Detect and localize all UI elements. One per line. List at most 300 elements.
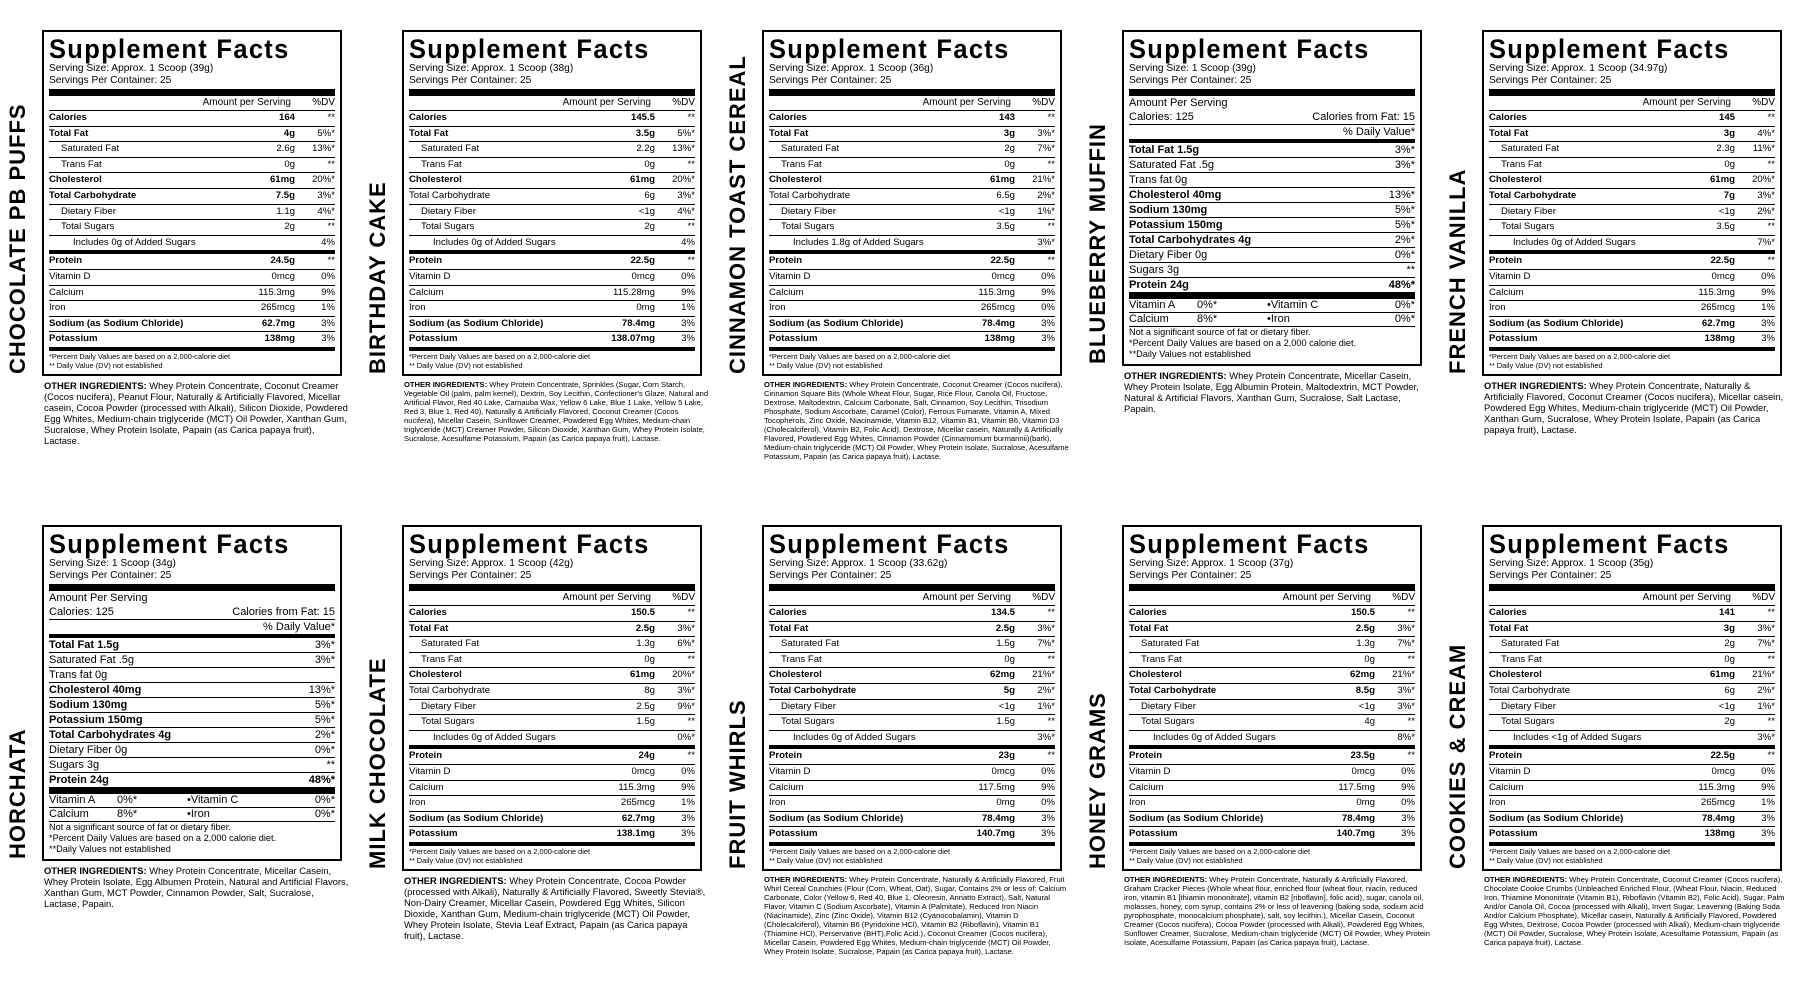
serving-size: Serving Size: Approx. 1 Scoop (34.97g) — [1489, 62, 1668, 75]
nutrient-row — [1489, 126, 1775, 142]
nutrient-amount: 2.5g — [635, 622, 655, 634]
nutrient-amount: 3g — [1723, 622, 1735, 634]
nutrient-dv: 20%* — [312, 174, 335, 186]
nutrient-row — [769, 780, 1055, 796]
nutrient-dv: 13%* — [1388, 189, 1415, 201]
other-ingredients — [764, 875, 1070, 956]
nutrient-row — [409, 126, 695, 142]
nutrient-row — [409, 157, 695, 173]
label-footnotes — [1129, 842, 1415, 865]
flavor-name: HORCHATA — [5, 728, 30, 859]
nutrient-name: Includes 0g of Added Sugars — [433, 731, 556, 743]
nutrient-dv: 7%* — [1397, 638, 1415, 650]
nutrient-row — [1129, 262, 1415, 277]
nutrient-dv: 5%* — [317, 127, 335, 139]
nutrient-amount: 22.5g — [1710, 255, 1735, 267]
other-ingredients-label: OTHER INGREDIENTS: — [1124, 875, 1208, 884]
nutrient-row — [409, 204, 695, 220]
nutrient-row — [49, 712, 335, 727]
nutrient-amount: 24g — [638, 750, 655, 762]
nutrient-dv: ** — [1407, 750, 1415, 762]
nutrient-row — [769, 285, 1055, 301]
nutrient-name: Total Carbohydrates 4g — [1129, 234, 1252, 246]
nutrient-row — [769, 235, 1055, 251]
nutrient-name: Potassium — [1489, 333, 1538, 345]
nutrient-name: Calcium — [49, 286, 84, 298]
footnote-dv: *Percent Daily Values are based on a 2,000-calorie diet — [49, 351, 231, 361]
nutrient-amount: 4g — [1364, 716, 1375, 728]
nutrient-dv: 21%* — [1032, 669, 1055, 681]
flavor-side-label — [362, 30, 398, 376]
label-title: Supplement Facts — [1129, 529, 1370, 559]
divider — [49, 584, 335, 591]
nutrient-name: Cholesterol — [409, 669, 462, 681]
nutrient-name: Total Carbohydrate — [769, 189, 851, 201]
nutrient-name: Total Fat 1.5g — [49, 639, 120, 651]
nutrient-amount: 2g — [1004, 143, 1015, 155]
servings-per-container: Servings Per Container: 25 — [1489, 569, 1612, 582]
nutrient-name: Calories — [769, 112, 807, 123]
vitamin-dv: 0%* — [117, 794, 138, 806]
nutrient-amount: 138mg — [1704, 333, 1735, 345]
nutrient-amount: 0g — [1004, 653, 1015, 665]
nutrient-dv: 0% — [1041, 302, 1055, 314]
nutrient-name: Includes 0g of Added Sugars — [433, 236, 556, 248]
nutrient-row — [409, 188, 695, 204]
serving-size: Serving Size: Approx. 1 Scoop (35g) — [1489, 557, 1654, 570]
nutrient-name: Saturated Fat — [1501, 143, 1560, 155]
nutrient-name: Sugars 3g — [1129, 264, 1180, 276]
ingredients-text: Whey Protein Concentrate, Micellar Casein, Whey Protein Isolate, Egg Albumen Protein, Natural and Artificial Flavors, Xanthan Gum, MCT Powder, Cinnamon Powder, Salt, Sucralose, Lactase, Papain. — [44, 865, 349, 909]
nutrient-row — [49, 126, 335, 142]
nutrient-row — [769, 699, 1055, 715]
nutrient-amount: 2g — [1724, 716, 1735, 728]
nutrient-name: Potassium 150mg — [1129, 219, 1223, 231]
nutrient-row — [1129, 730, 1415, 746]
nutrient-row — [49, 300, 335, 316]
serving-size: Serving Size: Approx. 1 Scoop (39g) — [49, 62, 214, 75]
nutrient-amount: 0g — [1004, 158, 1015, 170]
nutrient-amount: 145.5 — [630, 112, 655, 123]
nutrient-row — [1129, 202, 1415, 217]
nutrient-name: Calories — [1129, 607, 1167, 618]
nutrient-row — [1489, 795, 1775, 811]
vitamin-name: Calcium — [49, 808, 89, 820]
nutrient-dv: 9% — [1761, 781, 1775, 793]
flavor-side-label — [1082, 525, 1118, 871]
nutrient-name: Saturated Fat — [61, 143, 120, 155]
serving-size: Serving Size: Approx. 1 Scoop (37g) — [1129, 557, 1294, 570]
nutrient-name: Potassium — [49, 333, 98, 345]
nutrient-dv: ** — [327, 255, 335, 267]
nutrient-row — [1129, 605, 1415, 621]
nutrient-row — [769, 714, 1055, 730]
flavor-name: MILK CHOCOLATE — [365, 657, 390, 869]
nutrient-name: Total Carbohydrate — [409, 684, 491, 696]
nutrient-dv: 48%* — [308, 774, 335, 786]
note-line: **Daily Values not established — [1129, 349, 1251, 359]
nutrient-name: Dietary Fiber — [1501, 700, 1556, 712]
nutrient-row — [1489, 811, 1775, 827]
label-title: Supplement Facts — [1489, 529, 1730, 559]
nutrient-row — [1489, 300, 1775, 316]
ingredients-text: Whey Protein Concentrate, Coconut Creamer (Cocos nucifera), Chocolate Cookie Crumbs (Unbleached Enriched Flour, (Wheat Flour, Niacin, Reduced Iron, Thiamine Mononitrate (Vitamin B1), Riboflavin (Vitamin B2), Folic Acid), Sugar, Palm And/or Canola Oil, Cocoa (processed with Alkali), Invert Sugar, Leavening (Baking Soda And/or Calcium Phosphate), Micellar casein, Naturally & Artificially Flavored, Powdered Egg Whites, Dextrose, Cocoa Powder (processed with Alkali), Medium-chain triglyceride (MCT) Oil Powder, Sucralose, Whey Protein Isolate, Acesulfame Potassium, Papain (as Carica papaya fruit), Lactase. — [1484, 875, 1785, 947]
nutrient-amount: <1g — [998, 205, 1015, 217]
nutrient-name: Protein 24g — [1129, 279, 1189, 291]
nutrient-amount: 2.5g — [1355, 622, 1375, 634]
nutrient-name: Iron — [49, 302, 66, 314]
nutrient-dv: ** — [687, 750, 695, 762]
nutrient-name: Sodium (as Sodium Chloride) — [769, 812, 904, 824]
label-title: Supplement Facts — [769, 34, 1010, 64]
nutrient-row — [409, 764, 695, 780]
vitamin-row — [1129, 292, 1415, 312]
nutrient-dv: 3%* — [1037, 622, 1055, 634]
nutrient-row — [1489, 285, 1775, 301]
nutrient-amount: 0mg — [1356, 797, 1375, 809]
nutrient-row — [409, 636, 695, 652]
dv-header: %DV — [1032, 592, 1055, 603]
nutrient-name: Sodium (as Sodium Chloride) — [1489, 317, 1624, 329]
nutrient-row — [1489, 331, 1775, 347]
nutrient-dv: 0% — [1041, 797, 1055, 809]
nutrient-row — [409, 605, 695, 621]
note-line: Not a significant source of fat or dietary fiber. — [49, 822, 231, 832]
nutrient-row — [409, 331, 695, 347]
flavor-side-label — [362, 525, 398, 871]
nutrient-dv: 21%* — [1752, 669, 1775, 681]
nutrient-name: Potassium — [1129, 828, 1178, 840]
nutrient-dv: 4% — [681, 236, 695, 248]
nutrient-amount: 0mcg — [271, 270, 295, 282]
nutrient-row — [409, 316, 695, 332]
nutrient-row — [409, 235, 695, 251]
nutrient-dv: 3%* — [314, 654, 335, 666]
nutrient-row — [1489, 652, 1775, 668]
nutrient-amount: 22.5g — [1710, 750, 1735, 762]
nutrient-name: Protein 24g — [49, 774, 109, 786]
nutrient-dv: 0% — [1041, 270, 1055, 282]
other-ingredients-label: OTHER INGREDIENTS: — [1484, 875, 1568, 884]
nutrient-dv: 0% — [1761, 765, 1775, 777]
nutrient-amount: 8.5g — [1355, 684, 1375, 696]
nutrient-name: Sodium 130mg — [49, 699, 128, 711]
nutrient-amount: 115.3mg — [978, 286, 1015, 298]
nutrient-amount: 2g — [284, 221, 295, 233]
nutrient-dv: 9% — [681, 286, 695, 298]
nutrient-row — [49, 316, 335, 332]
nutrient-dv: 11%* — [1752, 143, 1775, 155]
label-title: Supplement Facts — [1489, 34, 1730, 64]
vitamin-name: •Vitamin C — [1267, 299, 1319, 311]
nutrient-name: Total Fat — [1489, 127, 1529, 139]
supplement-facts-label — [42, 30, 342, 376]
nutrient-amount: 2g — [1724, 638, 1735, 650]
nutrient-amount: 5g — [1003, 684, 1015, 696]
nutrient-amount: 61mg — [629, 174, 655, 186]
nutrient-dv: 3% — [681, 333, 695, 345]
nutrient-name: Calcium — [1489, 286, 1524, 298]
nutrient-row — [49, 157, 335, 173]
nutrient-row — [1129, 621, 1415, 637]
nutrient-name: Total Fat — [409, 622, 449, 634]
nutrient-name: Trans Fat — [1141, 653, 1182, 665]
nutrient-name: Vitamin D — [409, 270, 451, 282]
nutrient-dv: ** — [326, 759, 335, 771]
nutrient-row — [409, 110, 695, 126]
nutrient-dv: ** — [1406, 264, 1415, 276]
servings-per-container: Servings Per Container: 25 — [769, 569, 892, 582]
nutrient-name: Trans Fat — [781, 158, 822, 170]
supplement-facts-label — [402, 525, 702, 871]
nutrient-row — [1489, 204, 1775, 220]
nutrient-dv: 2%* — [1757, 684, 1775, 696]
nutrient-amount: <1g — [1718, 700, 1735, 712]
nutrient-dv: 3% — [1761, 317, 1775, 329]
nutrient-row — [1489, 714, 1775, 730]
nutrient-amount: 7.5g — [275, 189, 295, 201]
nutrient-name: Dietary Fiber — [1141, 700, 1196, 712]
nutrient-dv: 1% — [1761, 797, 1775, 809]
nutrient-dv: 9% — [1401, 781, 1415, 793]
nutrient-amount: 0g — [644, 653, 655, 665]
nutrient-name: Protein — [409, 255, 443, 267]
nutrient-row — [409, 730, 695, 746]
nutrient-row — [1129, 745, 1415, 764]
nutrient-row — [1129, 232, 1415, 247]
nutrient-row — [1489, 250, 1775, 269]
nutrient-name: Calcium — [409, 286, 444, 298]
nutrient-name: Cholesterol 40mg — [49, 684, 142, 696]
nutrient-amount: 115.3mg — [258, 286, 295, 298]
nutrient-row — [49, 235, 335, 251]
nutrient-row — [769, 110, 1055, 126]
daily-value-label: % Daily Value* — [1343, 126, 1415, 138]
dv-header: %DV — [312, 97, 335, 108]
nutrient-dv: ** — [1767, 716, 1775, 728]
nutrient-amount: 6g — [1724, 684, 1735, 696]
nutrient-amount: 1.3g — [636, 638, 655, 650]
nutrient-dv: 3%* — [1394, 144, 1415, 156]
nutrient-dv: 1% — [681, 797, 695, 809]
footnote-not-established: ** Daily Value (DV) not established — [1489, 360, 1603, 370]
nutrient-amount: 24.5g — [270, 255, 295, 267]
nutrient-name: Vitamin D — [1489, 270, 1531, 282]
nutrient-name: Total Sugars — [1501, 716, 1555, 728]
nutrient-row — [1489, 780, 1775, 796]
serving-size: Serving Size: Approx. 1 Scoop (36g) — [769, 62, 934, 75]
nutrient-row — [1489, 188, 1775, 204]
nutrient-row — [1129, 667, 1415, 683]
nutrient-row — [49, 757, 335, 772]
vitamin-dv: 8%* — [117, 808, 138, 820]
ingredients-text: Whey Protein Concentrate, Cocoa Powder (processed with Alkali), Naturally & Artificially Flavored, Sweetly Stevia®, Non-Dairy Creamer, Micellar Casein, Powdered Egg Whites, Silicon Dioxide, Xanthan Gum, Medium-chain triglyceride (MCT) Oil Powder, Whey Protein Isolate, Stevia Leaf Extract, Papain (as Carica papaya fruit), Lactase. — [404, 875, 706, 941]
divider — [1129, 89, 1415, 96]
nutrient-name: Potassium 150mg — [49, 714, 143, 726]
nutrient-dv: ** — [1047, 716, 1055, 728]
nutrient-name: Includes 0g of Added Sugars — [793, 731, 916, 743]
nutrient-amount: 0mcg — [1711, 765, 1735, 777]
nutrient-row — [769, 636, 1055, 652]
nutrient-amount: 1.5g — [996, 638, 1015, 650]
flavor-name: CHOCOLATE PB PUFFS — [5, 103, 30, 374]
nutrient-row — [769, 188, 1055, 204]
nutrient-amount: 1.1g — [276, 205, 295, 217]
nutrient-dv: 3%* — [1757, 189, 1775, 201]
nutrient-dv: 3% — [1401, 812, 1415, 824]
nutrient-amount: <1g — [998, 700, 1015, 712]
nutrient-row — [409, 714, 695, 730]
amount-per-serving-header: Amount per Serving — [922, 592, 1011, 603]
nutrient-name: Total Carbohydrate — [49, 189, 137, 201]
nutrient-name: Protein — [49, 255, 83, 267]
label-title: Supplement Facts — [409, 34, 650, 64]
nutrient-dv: 3%* — [1397, 700, 1415, 712]
nutrient-dv: 9% — [1041, 286, 1055, 298]
nutrient-row — [1129, 172, 1415, 187]
nutrient-name: Trans Fat — [1501, 158, 1542, 170]
nutrient-row — [1489, 316, 1775, 332]
nutrient-amount: 78.4mg — [1701, 812, 1735, 824]
servings-per-container: Servings Per Container: 25 — [1489, 74, 1612, 87]
nutrient-name: Vitamin D — [1489, 765, 1531, 777]
nutrient-dv: ** — [1407, 607, 1415, 618]
nutrient-name: Protein — [1489, 750, 1523, 762]
nutrient-dv: 0% — [1401, 765, 1415, 777]
label-footnotes — [409, 842, 695, 865]
nutrient-amount: 22.5g — [990, 255, 1015, 267]
nutrient-amount: 62mg — [989, 669, 1015, 681]
nutrient-name: Total Carbohydrate — [1489, 189, 1577, 201]
nutrient-row — [409, 795, 695, 811]
nutrient-amount: 265mcg — [260, 302, 295, 314]
nutrient-amount: 78.4mg — [981, 812, 1015, 824]
nutrient-row — [1489, 141, 1775, 157]
nutrient-amount: 7g — [1723, 189, 1735, 201]
nutrient-dv: 3%* — [314, 639, 335, 651]
serving-size: Serving Size: Approx. 1 Scoop (38g) — [409, 62, 574, 75]
nutrient-dv: ** — [327, 158, 335, 170]
nutrient-dv: ** — [687, 255, 695, 267]
calories-line — [49, 605, 335, 619]
nutrient-dv: 7%* — [1037, 638, 1055, 650]
amount-per-serving: Amount Per Serving — [1129, 97, 1228, 109]
nutrient-row — [1129, 247, 1415, 262]
nutrient-row — [1489, 764, 1775, 780]
nutrient-name: Vitamin D — [769, 765, 811, 777]
nutrient-row — [409, 172, 695, 188]
nutrient-name: Total Sugars — [1141, 716, 1195, 728]
nutrient-dv: 3% — [1761, 333, 1775, 345]
nutrient-row — [49, 188, 335, 204]
nutrient-name: Total Sugars — [421, 716, 475, 728]
label-notes — [49, 821, 335, 855]
nutrient-amount: 6.5g — [996, 189, 1015, 201]
nutrient-row — [49, 141, 335, 157]
nutrient-dv: 3% — [1761, 812, 1775, 824]
supplement-facts-label — [1122, 525, 1422, 871]
nutrient-amount: 1.5g — [996, 716, 1015, 728]
nutrient-row — [409, 269, 695, 285]
nutrient-name: Saturated Fat — [781, 143, 840, 155]
nutrient-row — [1489, 683, 1775, 699]
nutrient-amount: 0mcg — [991, 765, 1015, 777]
nutrient-name: Total Sugars — [421, 221, 475, 233]
nutrient-dv: 0% — [681, 765, 695, 777]
nutrient-name: Cholesterol — [1489, 669, 1542, 681]
nutrient-dv: 3%* — [1757, 622, 1775, 634]
nutrient-name: Calories — [1489, 112, 1527, 123]
nutrient-name: Cholesterol — [769, 174, 822, 186]
nutrient-row — [1489, 730, 1775, 746]
nutrient-amount: 3.5g — [996, 221, 1015, 233]
ingredients-text: Whey Protein Concentrate, Naturally & Artificially Flavored, Graham Cracker Pieces (Whole wheat flour, enriched flour (wheat flour, niacin, reduced iron, vitamin B1 [thiamin mononitrate], vitamin B2 [riboflavin], folic acid), sugar, canola oil, molasses, honey, corn syrup, contains 2% or less of leavening (baking soda, sodium acid pyrophosphate, monocalcium phosphate), salt, soy lecithin.), Micellar Casein, Coconut Creamer (Cocos nucifera), Cocoa Powder (processed with Alkali), Powdered Egg Whites, Sunflower Creamer, Sucralose, Medium-chain triglyceride (MCT) Oil Powder, Whey Protein Isolate, Acesulfame Potassium, Papain (as Carica papaya fruit), Lactase. — [1124, 875, 1430, 947]
nutrient-amount: 0g — [1724, 158, 1735, 170]
nutrient-dv: 3% — [681, 828, 695, 840]
nutrient-name: Calories — [409, 112, 447, 123]
vitamin-name: •Iron — [187, 808, 210, 820]
ingredients-text: Whey Protein Concentrate, Naturally & Artificially Flavored, Fruit Whirl Cereal Crunchies (Flour (Corn, Wheat, Oat), Sugar, Contains 2% or less of: Calcium Carbonate, Color (Yellow 6, Red 40, Blue 1, Oleoresin, Annatto Extract), Salt, Natural Flavor, Vitamin C (Sodium Ascorbate), Vitamin A (Palmitate), Reduced Iron Niacin (Niacinamide), Zinc (Zinc Oxide), Vitamin B12 (Cyanocobalamin), Vitamin D (Cholecalciferol), Vitamin B6 (Pyridoxine HCl), Vitamin B2 (Riboflavin), Vitamin B1 (Thiamine HCl), Perservative (BHT),Folic Acid.), Coconut Creamer (Cocos nucifera), Micellar Casein, Powdered Egg Whites, Medium-chain triglyceride (MCT) Oil Powder, Whey Protein Isolate, Sucralose, Papain (as Carica papaya fruit), Lactase. — [764, 875, 1067, 956]
nutrient-name: Cholesterol — [1489, 174, 1542, 186]
other-ingredients — [1484, 380, 1790, 435]
nutrient-dv: 13%* — [312, 143, 335, 155]
nutrient-amount: 115.28mg — [613, 286, 655, 298]
nutrient-dv: 1% — [321, 302, 335, 314]
nutrient-name: Saturated Fat — [421, 638, 480, 650]
nutrient-amount: 23.5g — [1350, 750, 1375, 762]
nutrient-row — [769, 204, 1055, 220]
nutrient-name: Iron — [1129, 797, 1146, 809]
other-ingredients-label: OTHER INGREDIENTS: — [44, 865, 147, 876]
nutrient-dv: 3% — [1041, 828, 1055, 840]
nutrient-row — [1129, 652, 1415, 668]
nutrient-row — [769, 605, 1055, 621]
nutrient-name: Calories — [49, 112, 87, 123]
nutrient-row — [409, 699, 695, 715]
nutrient-amount: 143 — [998, 112, 1015, 123]
nutrient-name: Calcium — [1129, 781, 1164, 793]
nutrient-dv: 7%* — [1757, 236, 1775, 248]
amount-per-serving-header: Amount per Serving — [1642, 592, 1731, 603]
nutrient-row — [409, 780, 695, 796]
nutrient-row — [769, 667, 1055, 683]
nutrient-row — [409, 826, 695, 842]
nutrient-row — [409, 683, 695, 699]
nutrient-amount: 138mg — [984, 333, 1015, 345]
column-header — [1489, 584, 1775, 605]
nutrient-row — [1489, 826, 1775, 842]
nutrient-row — [1489, 636, 1775, 652]
nutrient-amount: 265mcg — [620, 797, 655, 809]
nutrient-dv: 9%* — [677, 700, 695, 712]
serving-size: Serving Size: 1 Scoop (34g) — [49, 557, 176, 570]
nutrient-name: Dietary Fiber — [421, 700, 476, 712]
nutrient-dv: 0% — [1041, 765, 1055, 777]
nutrient-name: Vitamin D — [769, 270, 811, 282]
nutrient-amount: <1g — [1358, 700, 1375, 712]
nutrient-name: Total Sugars — [1501, 221, 1555, 233]
nutrient-row — [1489, 110, 1775, 126]
note-line: *Percent Daily Values are based on a 2,000 calorie diet. — [1129, 338, 1357, 348]
vitamin-dv: 8%* — [1197, 313, 1218, 325]
nutrient-amount: 1.3g — [1356, 638, 1375, 650]
nutrient-dv: 1% — [681, 302, 695, 314]
other-ingredients-label: OTHER INGREDIENTS: — [1124, 370, 1227, 381]
other-ingredients-label: OTHER INGREDIENTS: — [764, 380, 848, 389]
nutrient-name: Calcium — [1489, 781, 1524, 793]
nutrient-dv: ** — [1047, 750, 1055, 762]
ingredients-text: Whey Protein Concentrate, Sprinkles (Sugar, Corn Starch, Vegetable Oil (palm, palm kernel), Dextrin, Soy Lecithin, Confectioner's Glaze, Natural and Artificial Flavor, Red 40 Lake, Carnauba Wax, Yellow 6 Lake, Blue 1 Lake, Yellow 5 Lake, Red 3, Blue 1, Red 40), Naturally & Artificially Flavored, Coconut Creamer (Cocos nucifera), Micellar Casein, Sunflower Creamer, Powdered Egg Whites, Medium-chain triglyceride (MCT) Creamer Powder, Silicon Dioxide, Xanthan Gum, Whey Protein Isolate, Sucralose, Acesulfame Potassium, Papain (as Carica papaya fruit), Lactase. — [404, 380, 709, 443]
